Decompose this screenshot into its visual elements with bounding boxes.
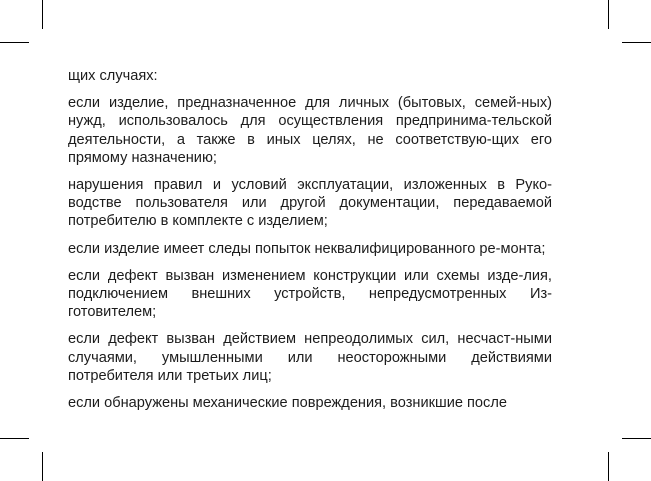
- paragraph-personal-use: если изделие, предназначенное для личных (бытовых, семей-ных) нужд, использовалось для осуществления предпринима-тельской деятельности, а также в иных целях, не соответствую-щих его прямому назначению;: [68, 95, 552, 166]
- page-text-block: [68, 67, 552, 421]
- paragraph-operating-rules: нарушения правил и условий эксплуатации, изложенных в Руко-водстве пользователя или другой документации, передаваемой потребителю в комплекте с изделием;: [68, 177, 552, 230]
- paragraph-design-change: если дефект вызван изменением конструкции или схемы изде-лия, подключением внешних устройств, непредусмотренных Из-готовителем;: [68, 267, 552, 321]
- paragraph-unqualified-repair: если изделие имеет следы попыток неквалифицированного ре-монта;: [68, 240, 546, 257]
- paragraph-force-majeure: если дефект вызван действием непреодолимых сил, несчаст-ными случаями, умышленными или неосторожными действиями потребителя или третьих лиц;: [68, 331, 552, 384]
- paragraph-mechanical-damage: если обнаружены механические повреждения, возникшие после: [68, 395, 507, 412]
- paragraph-continuation: щих случаях:: [68, 68, 158, 84]
